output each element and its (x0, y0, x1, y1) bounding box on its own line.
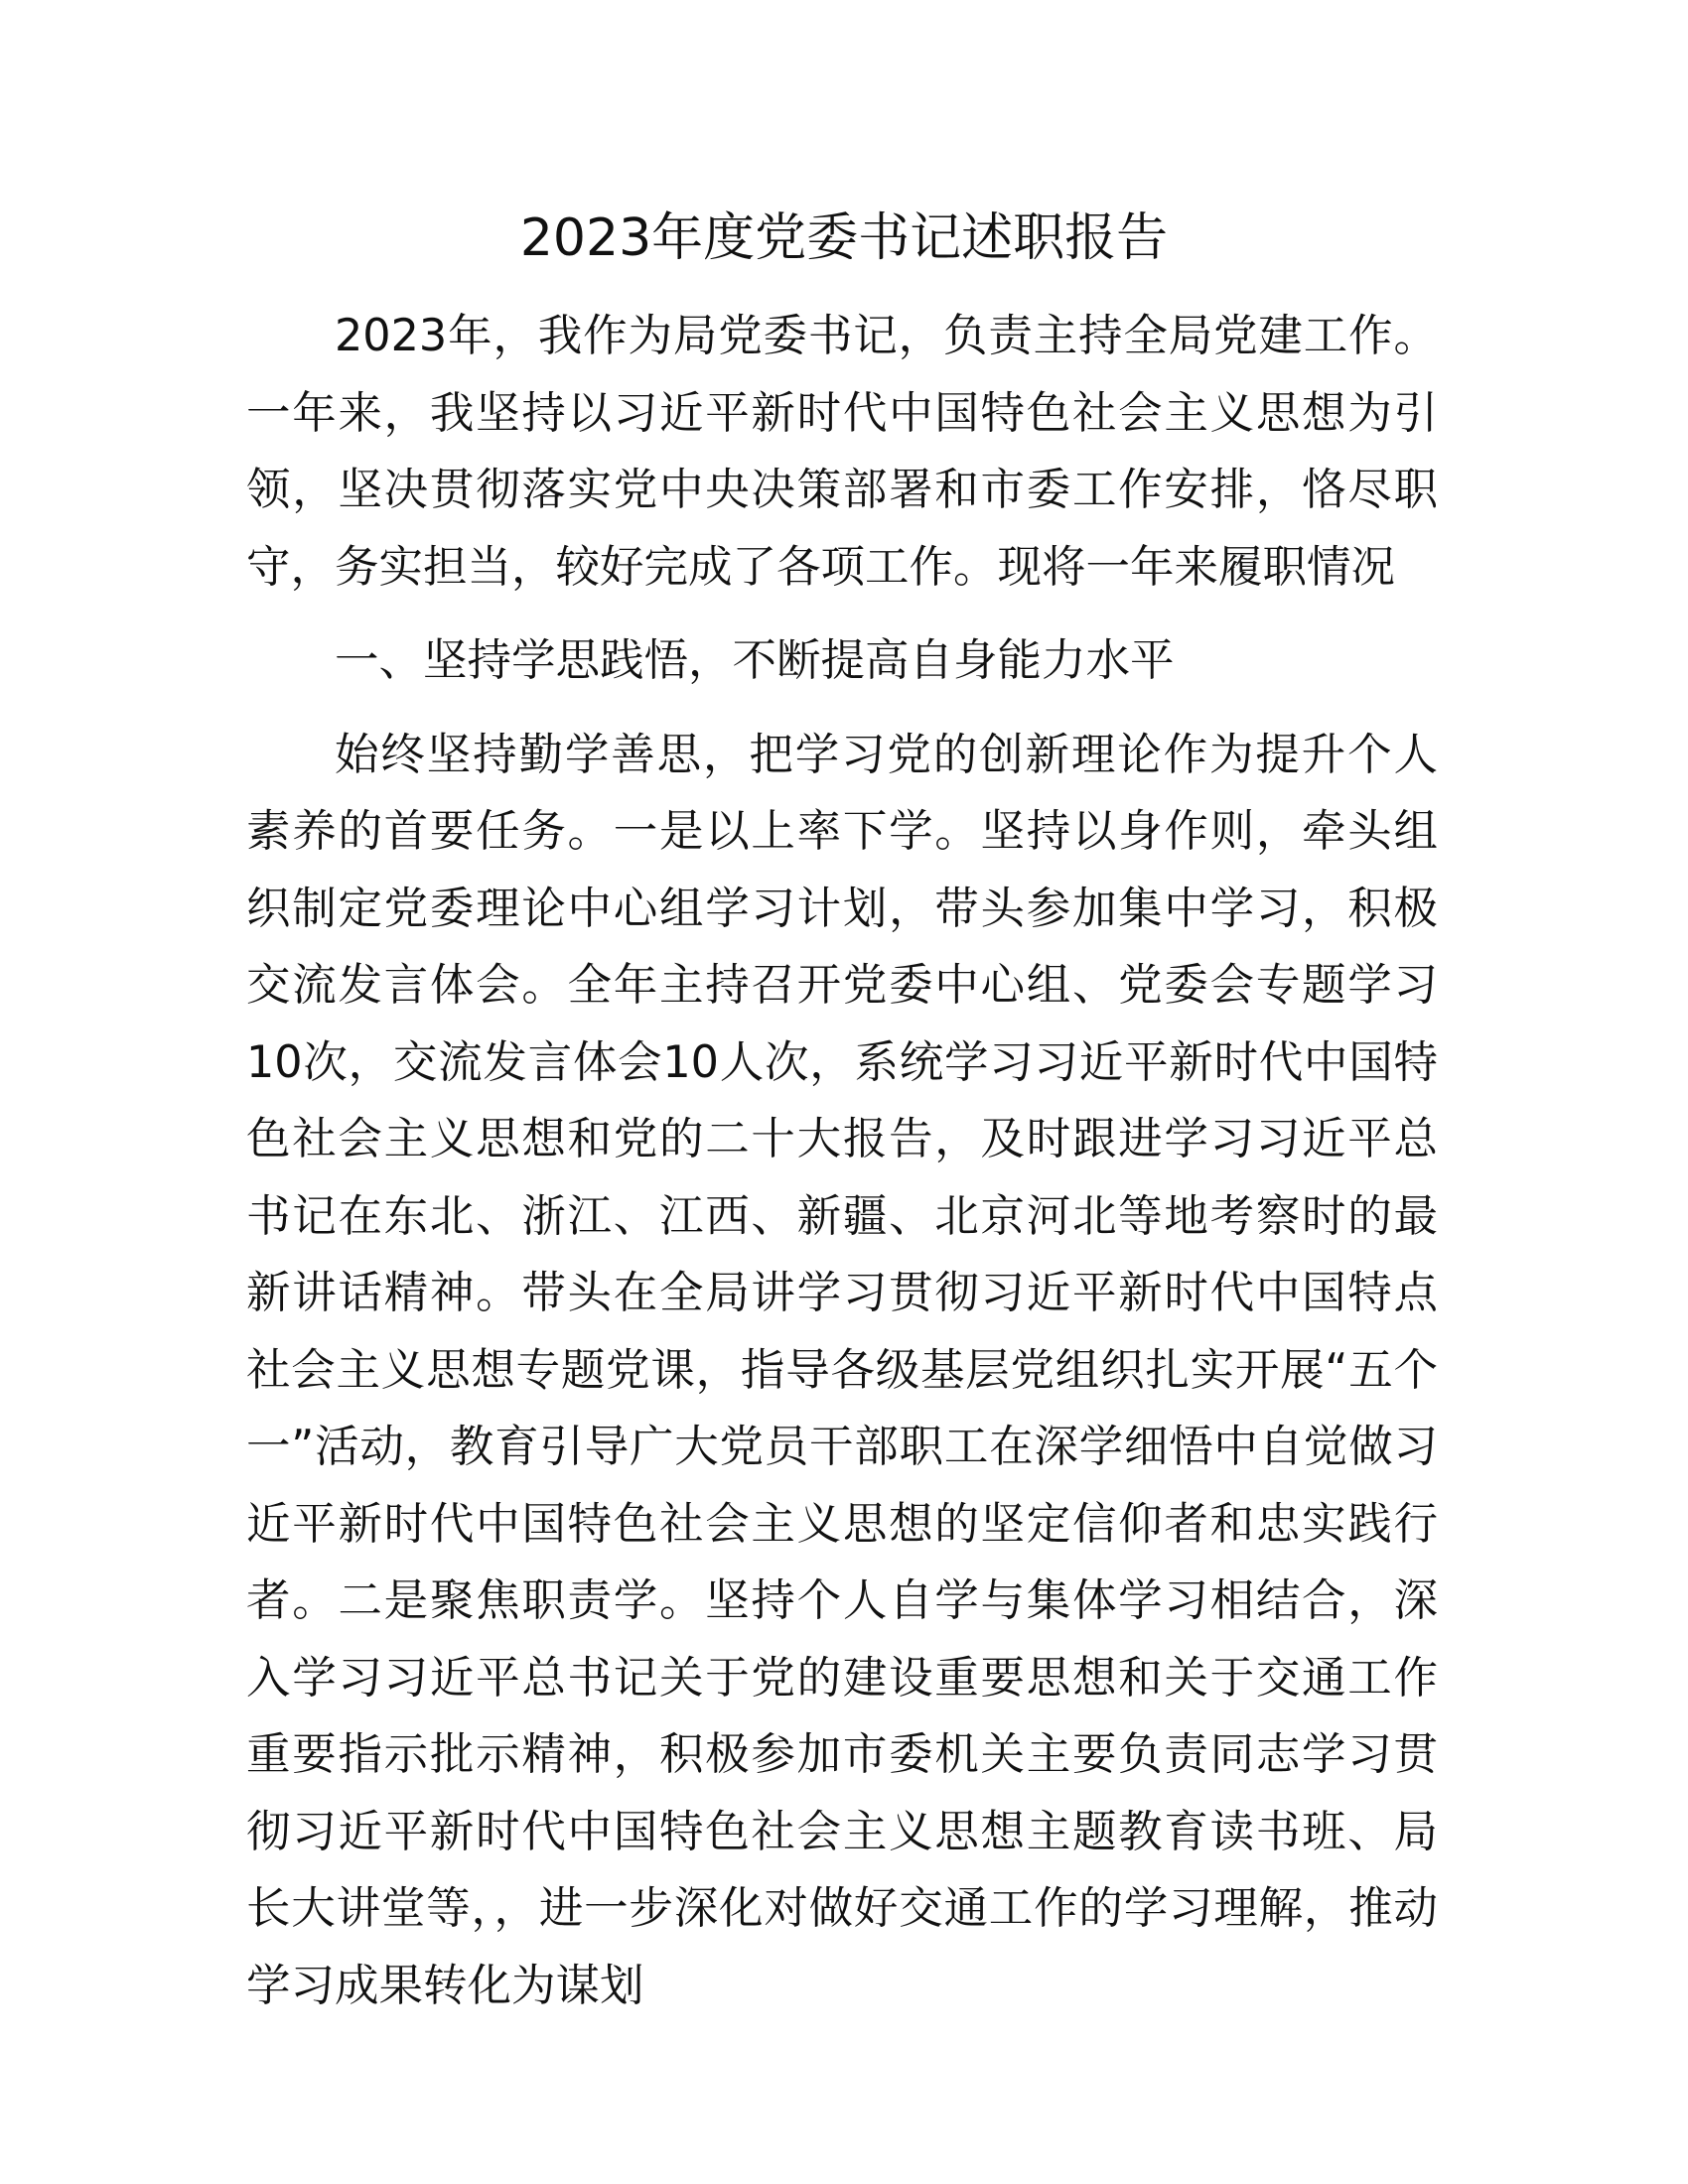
intro-paragraph: 2023年，我作为局党委书记，负责主持全局党建工作。一年来，我坚持以习近平新时代中国特色社会主义思想为引领，坚决贯彻落实党中央决策部署和市委工作安排，恪尽职守，务实担当，较好完成了各项工作。现将一年来履职情况 (246, 311, 1438, 593)
section-heading: 一、坚持学思践悟，不断提高自身能力水平 (335, 635, 1175, 686)
paragraph-spacer (246, 700, 1438, 717)
section-paragraph: 始终坚持勤学善思，把学习党的创新理论作为提升个人素养的首要任务。一是以上率下学。坚持以身作则，牵头组织制定党委理论中心组学习计划，带头参加集中学习，积极交流发言体会。全年主持召开党委中心组、党委会专题学习10次，交流发言体会10人次，系统学习习近平新时代中国特色社会主义思想和党的二十大报告，及时跟进学习习近平总书记在东北、浙江、江西、新疆、北京河北等地考察时的最新讲话精神。带头在全局讲学习贯彻习近平新时代中国特点社会主义思想专题党课，指导各级基层党组织扎实开展“五个一”活动，教育引导广大党员干部职工在深学细悟中自觉做习近平新时代中国特色社会主义思想的坚定信仰者和忠实践行者。二是聚焦职责学。坚持个人自学与集体学习相结合，深入学习习近平总书记关于党的建设重要思想和关于交通工作重要指示批示精神，积极参加市委机关主要负责同志学习贯彻习近平新时代中国特色社会主义思想主题教育读书班、局长大讲堂等，，进一步深化对做好交通工作的学习理解，推动学习成果转化为谋划 (246, 729, 1438, 2011)
paragraph-spacer (246, 606, 1438, 622)
document-title: 2023年度党委书记述职报告 (519, 208, 1169, 268)
document-body (246, 298, 1438, 2024)
